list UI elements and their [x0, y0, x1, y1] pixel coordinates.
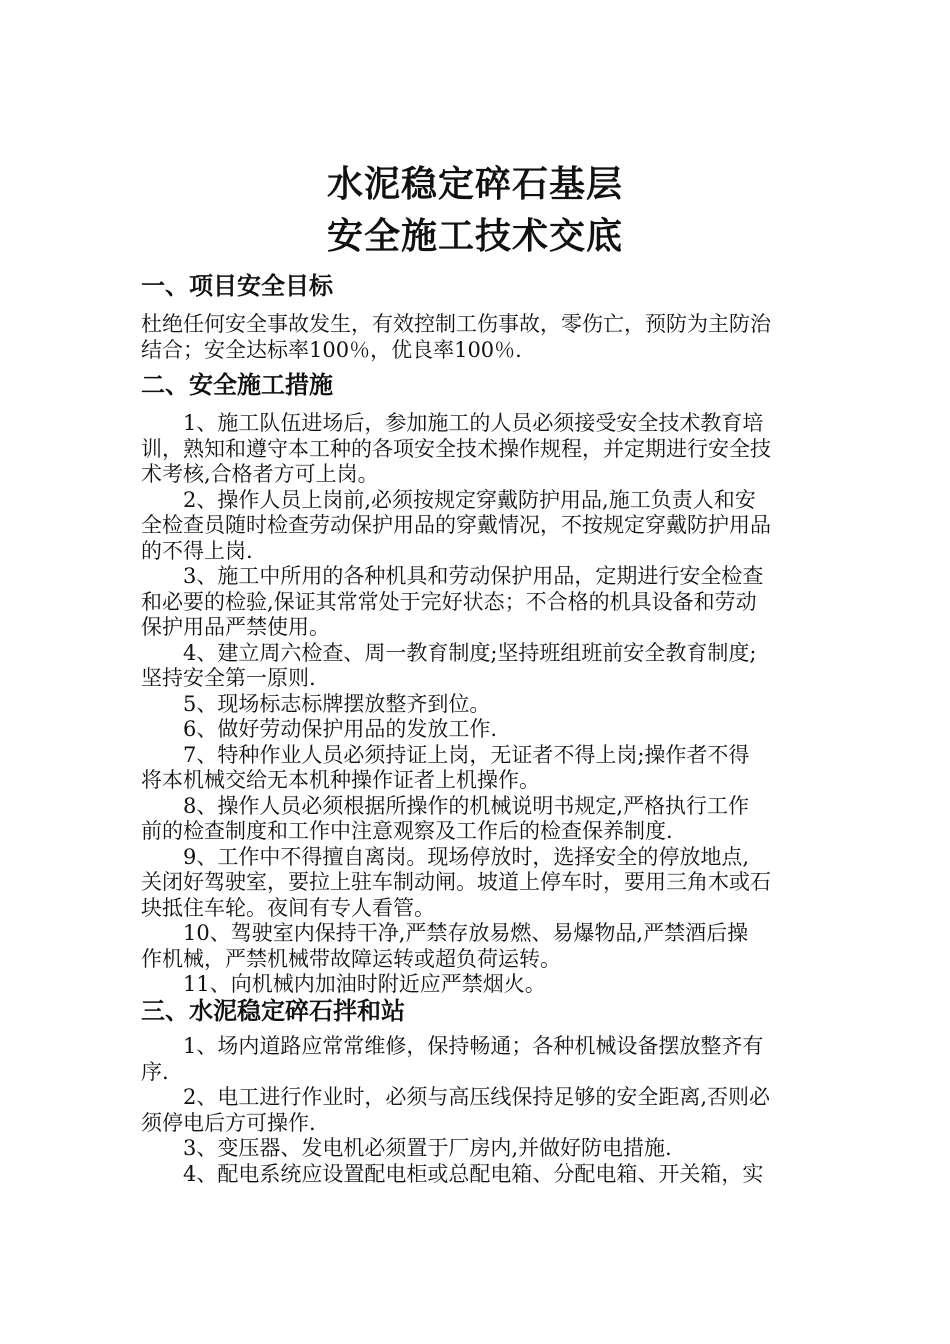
paragraph-line: 块抵住车轮。夜间有专人看管。 — [141, 895, 435, 920]
paragraph-line: 将本机械交给无本机种操作证者上机操作。 — [141, 768, 540, 792]
paragraph-line: 前的检查制度和工作中注意观察及工作后的检查保养制度. — [141, 819, 673, 843]
document-title-line-2: 安全施工技术交底 — [326, 216, 623, 257]
paragraph-line: 训，熟知和遵守本工种的各项安全技术操作规程，并定期进行安全技 — [141, 436, 771, 461]
paragraph-line: 7、特种作业人员必须持证上岗，无证者不得上岗;操作者不得 — [183, 742, 750, 767]
section-body-safety-measures — [141, 411, 821, 998]
section-body-safety-goal — [141, 312, 821, 363]
paragraph-line: 4、配电系统应设置配电柜或总配电箱、分配电箱、开关箱，实 — [183, 1161, 764, 1186]
paragraph-line: 2、电工进行作业时，必须与高压线保持足够的安全距离,否则必 — [183, 1085, 771, 1109]
paragraph-line: 关闭好驾驶室，要拉上驻车制动闸。坡道上停车时，要用三角木或石 — [141, 870, 771, 894]
paragraph-line: 结合；安全达标率100％，优良率100％. — [141, 337, 522, 362]
paragraph-line: 作机械，严禁机械带故障运转或超负荷运转。 — [141, 946, 561, 971]
paragraph-line: 1、场内道路应常常维修，保持畅通；各种机械设备摆放整齐有 — [183, 1034, 764, 1058]
paragraph-line: 保护用品严禁使用。 — [141, 615, 330, 639]
paragraph-line: 8、操作人员必须根据所操作的机械说明书规定,严格执行工作 — [183, 793, 750, 818]
paragraph-line: 杜绝任何安全事故发生，有效控制工伤事故，零伤亡，预防为主防治 — [141, 312, 771, 336]
paragraph-line: 的不得上岗. — [141, 538, 253, 563]
section-heading-safety-measures: 二、安全施工措施 — [141, 371, 333, 399]
paragraph-line: 6、做好劳动保护用品的发放工作. — [183, 717, 498, 741]
section-body-mixing-station — [141, 1034, 821, 1187]
paragraph-line: 1、施工队伍进场后，参加施工的人员必须接受安全技术教育培 — [183, 411, 764, 435]
paragraph-line: 3、施工中所用的各种机具和劳动保护用品，定期进行安全检查 — [183, 564, 764, 588]
paragraph-line: 和必要的检验,保证其常常处于完好状态；不合格的机具设备和劳动 — [141, 589, 757, 614]
paragraph-line: 3、变压器、发电机必须置于厂房内,并做好防电措施. — [183, 1136, 672, 1160]
paragraph-line: 全检查员随时检查劳动保护用品的穿戴情况，不按规定穿戴防护用品 — [141, 513, 771, 537]
paragraph-line: 术考核,合格者方可上岗。 — [141, 462, 379, 486]
paragraph-line: 4、建立周六检查、周一教育制度;坚持班组班前安全教育制度; — [183, 640, 757, 665]
paragraph-line: 5、现场标志标牌摆放整齐到位。 — [183, 691, 491, 716]
paragraph-line: 2、操作人员上岗前,必须按规定穿戴防护用品,施工负责人和安 — [183, 487, 756, 512]
paragraph-line: 9、工作中不得擅自离岗。现场停放时，选择安全的停放地点, — [183, 844, 750, 869]
paragraph-line: 11、向机械内加油时附近应严禁烟火。 — [183, 972, 546, 996]
document-title-line-1: 水泥稳定碎石基层 — [326, 164, 623, 205]
section-heading-safety-goal: 一、项目安全目标 — [141, 272, 333, 300]
section-heading-mixing-station: 三、水泥稳定碎石拌和站 — [141, 997, 405, 1025]
paragraph-line: 10、驾驶室内保持干净,严禁存放易燃、易爆物品,严禁酒后操 — [183, 921, 749, 945]
paragraph-line: 须停电后方可操作. — [141, 1110, 316, 1135]
paragraph-line: 坚持安全第一原则. — [141, 666, 316, 690]
paragraph-line: 序. — [141, 1059, 169, 1084]
